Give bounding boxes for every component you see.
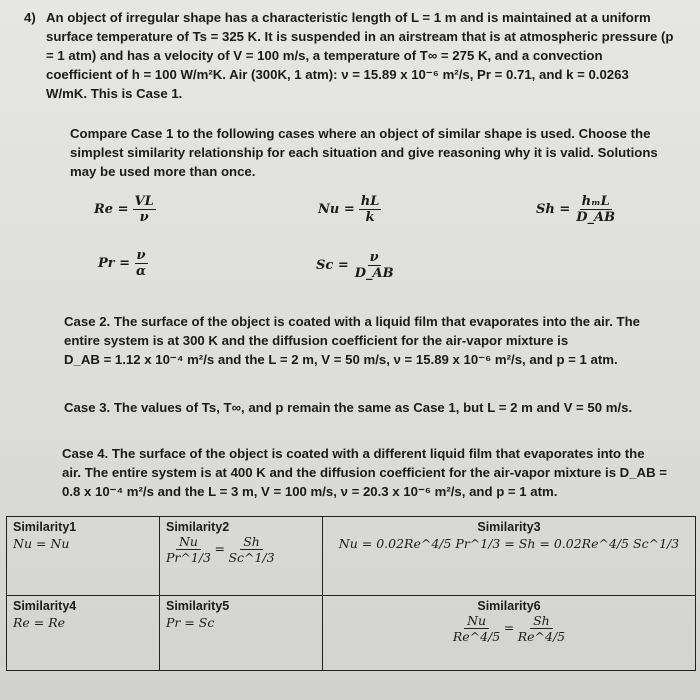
fraction-denominator: Pr^1/3	[166, 550, 211, 565]
similarity-title: Similarity6	[477, 599, 541, 613]
similarity-cell-6	[323, 596, 696, 671]
equation-denominator: ν	[139, 210, 149, 225]
problem-line: W/mK. This is Case 1.	[46, 86, 183, 101]
case-line: Case 2. The surface of the object is coated with a liquid film that evaporates into the air. The	[64, 314, 640, 329]
similarity-fraction-right	[518, 613, 565, 644]
similarity-title: Similarity3	[477, 520, 541, 534]
similarity-fraction-right	[228, 534, 274, 565]
similarity-cell-2	[160, 517, 323, 596]
instruction-line: simplest similarity relationship for each situation and give reasoning why it is valid. Solutions	[70, 145, 658, 160]
case-line: Case 3. The values of Ts, T∞, and p remain the same as Case 1, but L = 2 m and V = 50 m/s.	[64, 400, 633, 415]
equation-lhs: Nu =	[318, 202, 355, 217]
problem-statement	[24, 8, 684, 103]
equation-numerator: hL	[360, 194, 380, 209]
similarity-fraction-left	[166, 534, 211, 565]
nusselt-equation	[318, 194, 381, 225]
equation-lhs: Re =	[94, 202, 129, 217]
similarity-equation: Re = Re	[13, 615, 66, 630]
similarity-title: Similarity1	[13, 520, 77, 534]
equals-sign: =	[214, 540, 225, 556]
similarity-fraction-left	[453, 613, 500, 644]
schmidt-equation	[316, 250, 396, 281]
similarity-equation: Nu = 0.02Re^4/5 Pr^1/3 = Sh = 0.02Re^4/5 Sc^1/3	[338, 536, 680, 551]
case-line: entire system is at 300 K and the diffusion coefficient for the air-vapor mixture is	[64, 333, 569, 348]
equation-lhs: Pr =	[98, 256, 131, 271]
similarity-cell-1	[7, 517, 160, 596]
equals-sign: =	[503, 619, 515, 635]
case-line: Case 4. The surface of the object is coated with a different liquid film that evaporates into the	[62, 446, 645, 461]
similarity-equation: Pr = Sc	[166, 615, 215, 630]
equation-numerator: VL	[134, 194, 154, 209]
case-line: D_AB = 1.12 x 10⁻⁴ m²/s and the L = 2 m, V = 50 m/s, ν = 15.89 x 10⁻⁶ m²/s, and p = 1 atm.	[64, 352, 618, 367]
fraction-denominator: Re^4/5	[452, 629, 501, 644]
problem-line: An object of irregular shape has a characteristic length of L = 1 m and is maintained at a uniform	[46, 10, 651, 25]
equation-denominator: D_AB	[354, 266, 394, 281]
problem-line: coefficient of h = 100 W/m²K. Air (300K, 1 atm): ν = 15.89 x 10⁻⁶ m²/s, Pr = 0.71, and k = 0.0263	[46, 67, 629, 82]
similarity-cell-5	[160, 596, 323, 671]
equation-denominator: k	[365, 210, 375, 225]
similarity-cell-3	[323, 517, 696, 596]
equation-numerator: hₘL	[581, 194, 610, 209]
fraction-denominator: Re^4/5	[517, 629, 566, 644]
case-line: 0.8 x 10⁻⁴ m²/s and the L = 3 m, V = 100 m/s, ν = 20.3 x 10⁻⁶ m²/s, and p = 1 atm.	[62, 484, 558, 499]
fraction-denominator: Sc^1/3	[228, 550, 275, 565]
equation-numerator: ν	[369, 250, 379, 265]
instruction-line: Compare Case 1 to the following cases where an object of similar shape is used. Choose the	[70, 126, 651, 141]
case-4	[62, 444, 694, 501]
fraction-numerator: Sh	[240, 534, 263, 550]
reynolds-equation	[94, 194, 156, 225]
similarity-equation: Nu = Nu	[13, 536, 70, 551]
prandtl-equation	[98, 248, 148, 279]
fraction-numerator: Nu	[464, 613, 489, 629]
equation-denominator: D_AB	[576, 210, 616, 225]
equation-lhs: Sc =	[316, 258, 349, 273]
equation-denominator: α	[136, 264, 147, 279]
fraction-numerator: Sh	[530, 613, 553, 629]
similarity-table	[6, 516, 696, 671]
similarity-title: Similarity5	[166, 599, 230, 613]
problem-line: = 1 atm) and has a velocity of V = 100 m/s, a temperature of T∞ = 275 K, and a convection	[46, 48, 603, 63]
similarity-title: Similarity2	[166, 520, 230, 534]
case-2	[64, 312, 694, 369]
problem-line: surface temperature of Ts = 325 K. It is suspended in an airstream that is at atmospheric pressure (p	[46, 29, 674, 44]
similarity-title: Similarity4	[13, 599, 77, 613]
equation-numerator: ν	[136, 248, 146, 263]
case-line: air. The entire system is at 400 K and the diffusion coefficient for the air-vapor mixture is D_AB =	[62, 465, 667, 480]
instructions	[70, 124, 690, 181]
sherwood-equation	[536, 194, 617, 225]
instruction-line: may be used more than once.	[70, 164, 256, 179]
similarity-cell-4	[7, 596, 160, 671]
equation-lhs: Sh =	[536, 202, 571, 217]
question-number: 4)	[24, 10, 36, 25]
case-3	[64, 398, 694, 417]
fraction-numerator: Nu	[176, 534, 201, 550]
